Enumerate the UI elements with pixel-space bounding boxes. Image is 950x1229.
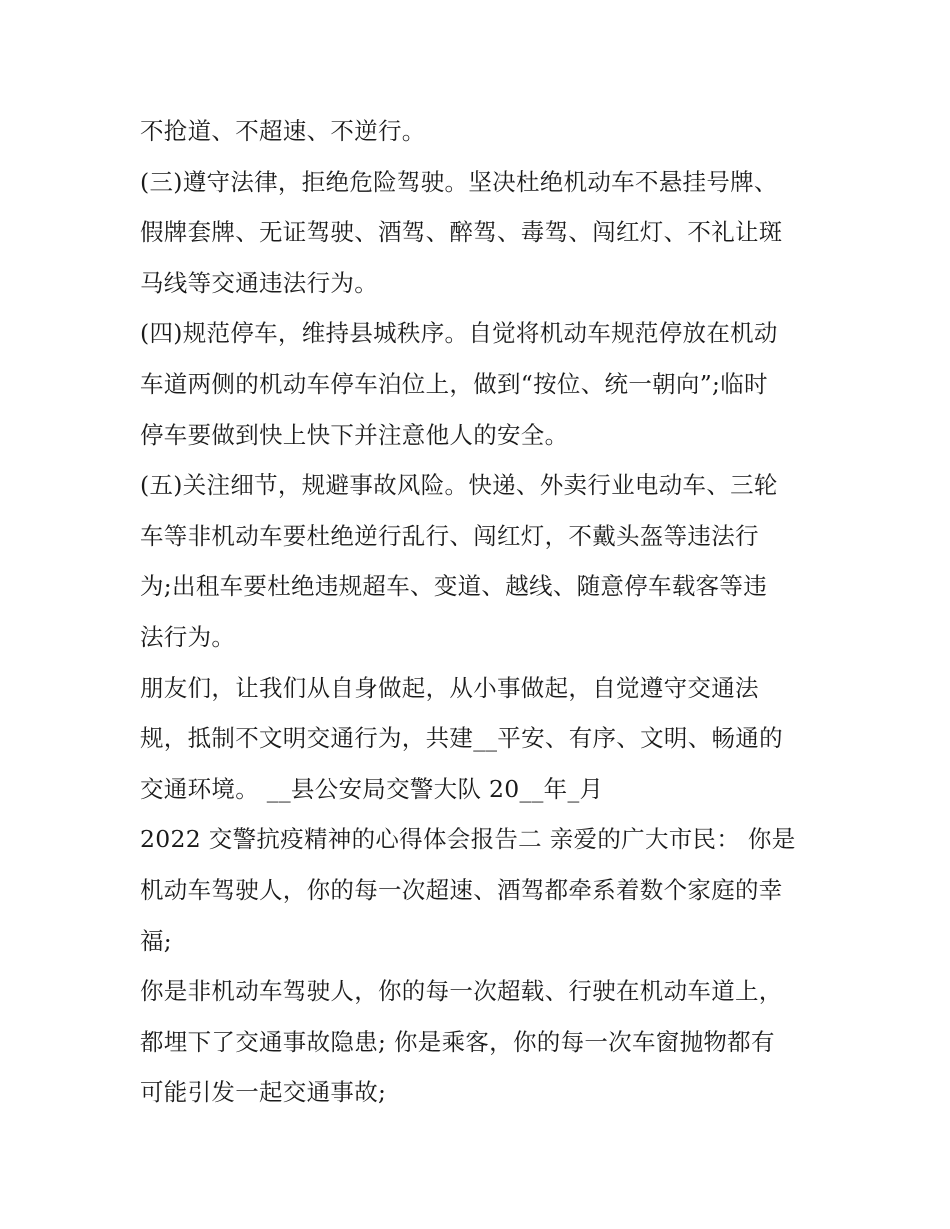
text-line: 马线等交通违法行为。 [140,268,378,297]
text-line: 法行为。 [140,622,236,651]
text-line: 规，抵制不文明交通行为，共建__平安、有序、文明、畅通的 [140,724,783,753]
document-body [140,106,820,1118]
text-line: 2022 交警抗疫精神的心得体会报告二 亲爱的广大市民： 你是 [140,825,796,854]
text-line: 可能引发一起交通事故; [140,1078,387,1107]
text-line: 朋友们，让我们从自身做起，从小事做起，自觉遵守交通法 [140,673,759,702]
text-line: 不抢道、不超速、不逆行。 [140,117,426,145]
text-line: 你是非机动车驾驶人，你的每一次超载、行驶在机动车道上， [140,977,783,1006]
text-line: 车道两侧的机动车停车泊位上，做到“按位、统一朝向”;临时 [140,369,768,398]
text-line: 机动车驾驶人，你的每一次超速、酒驾都牵系着数个家庭的幸 [140,875,783,904]
text-line: 为;出租车要杜绝违规超车、变道、越线、随意停车载客等违 [140,572,768,601]
text-line: 都埋下了交通事故隐患; 你是乘客，你的每一次车窗抛物都有 [140,1027,775,1056]
text-line: 福; [140,926,173,955]
text-line: (五)关注细节，规避事故风险。快递、外卖行业电动车、三轮 [140,471,778,500]
text-line: 停车要做到快上快下并注意他人的安全。 [140,420,569,449]
text-line: 交通环境。 __县公安局交警大队 20__年_月 [140,774,604,803]
text-line: 车等非机动车要杜绝逆行乱行、闯红灯，不戴头盔等违法行 [140,521,759,550]
text-line: 假牌套牌、无证驾驶、酒驾、醉驾、毒驾、闯红灯、不礼让斑 [140,218,783,247]
text-line: (三)遵守法律，拒绝危险驾驶。坚决杜绝机动车不悬挂号牌、 [140,167,778,196]
text-line: (四)规范停车，维持县城秩序。自觉将机动车规范停放在机动 [140,319,778,348]
